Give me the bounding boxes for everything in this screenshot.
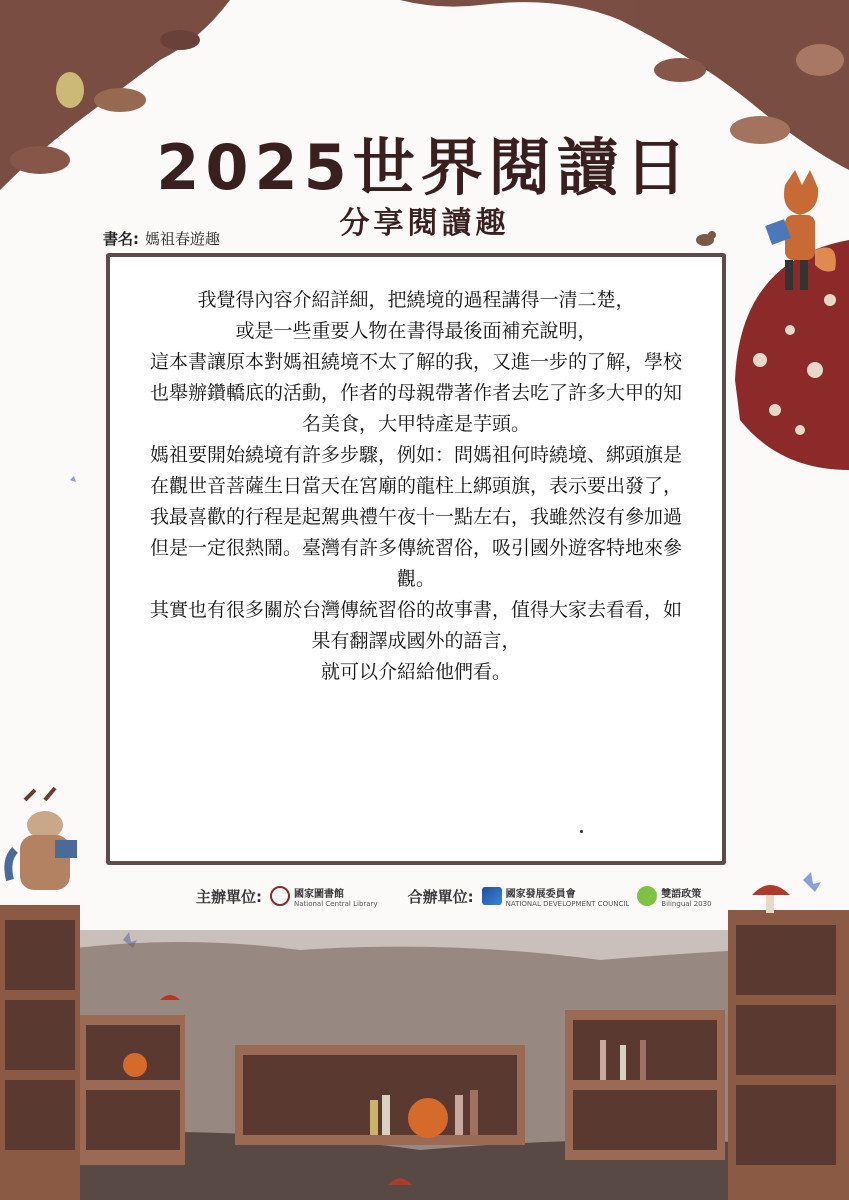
book-title-value: 媽祖春遊趣	[145, 230, 221, 248]
stray-dot	[580, 830, 583, 833]
co1-name: 國家發展委員會	[505, 888, 576, 900]
host-logo	[270, 885, 378, 908]
ncl-seal-icon	[270, 886, 290, 906]
host-name: 國家圖書館	[294, 888, 344, 900]
ndc-logo-icon	[482, 887, 502, 905]
deer-reading-icon	[8, 788, 77, 890]
review-text	[150, 285, 682, 688]
page-title: 2025世界閱讀日	[156, 131, 693, 204]
co2-name: 雙語政策	[661, 888, 702, 900]
host-label: 主辦單位:	[196, 887, 262, 906]
host-name-en: National Central Library	[294, 899, 378, 908]
page-subtitle: 分享閱讀趣	[339, 206, 510, 241]
paragraph: 其實也有很多關於台灣傳統習俗的故事書，值得大家去看看，如果有翻譯成國外的語言，	[150, 599, 683, 652]
co-label: 合辦單位:	[407, 887, 474, 906]
co1-name-en: NATIONAL DEVELOPMENT COUNCIL	[505, 899, 630, 908]
bookshelf-icon	[235, 1045, 525, 1145]
organizers-bar	[196, 884, 712, 908]
paragraph: 就可以介紹給他們看。	[320, 661, 511, 683]
co1-logo	[482, 885, 630, 908]
co2-name-en: Bilingual 2030	[661, 899, 712, 908]
paragraph: 媽祖要開始繞境有許多步驟，例如：問媽祖何時繞境、綁頭旗是在觀世音菩薩生日當天在宮廟的龍柱上綁頭旗，表示要出發了，我最喜歡的行程是起駕典禮午夜十一點左右，我雖然沒有參加過但是一定很熱鬧。臺灣有許多傳統習俗，吸引國外遊客特地來參觀。	[150, 444, 683, 590]
paragraph: 或是一些重要人物在書得最後面補充說明，	[235, 320, 597, 342]
paragraph: 這本書讓原本對媽祖繞境不太了解的我，又進一步的了解，學校也舉辦鑽轎底的活動，作者的母親帶著作者去吃了許多大甲的知名美食，大甲特產是芋頭。	[150, 351, 683, 435]
paragraph: 我覺得內容介紹詳細，把繞境的過程講得一清二楚，	[197, 289, 635, 311]
book-title-line	[103, 228, 220, 249]
book-title-label: 書名:	[103, 230, 139, 248]
co2-logo	[637, 885, 711, 908]
bilingual-logo-icon	[637, 886, 657, 906]
